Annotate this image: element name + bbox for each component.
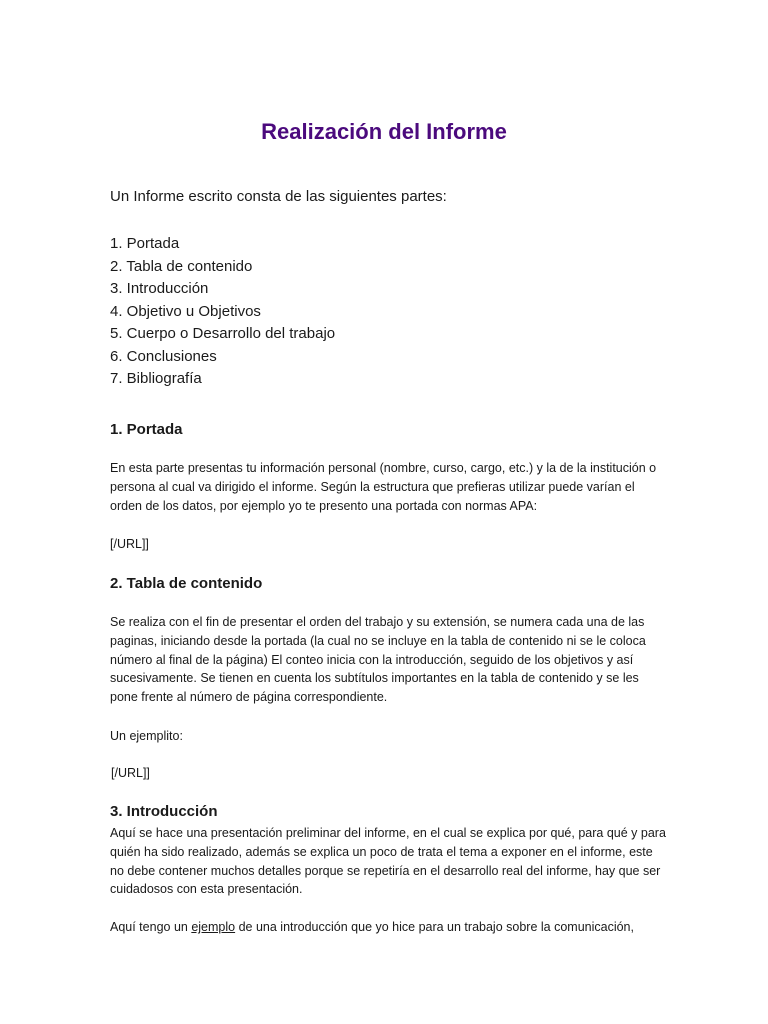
toc-item: 1. Portada bbox=[110, 235, 180, 252]
section-body-introduccion: Aquí se hace una presentación preliminar del informe, en el cual se explica por qué, para qué y para quién ha sido realizado, además se explica un poco de trata el tema a exponer en el informe, este no debe contener muchos detalles porque se repetiría en el desarrollo real del informe, hay que ser cuidadosos con esta presentación. bbox=[110, 826, 666, 897]
example-label: Un ejemplito: bbox=[110, 729, 183, 743]
section-body-tabla: Se realiza con el fin de presentar el orden del trabajo y su extensión, se numera cada una de las paginas, iniciando desde la portada (la cual no se incluye en la tabla de contenido ni se le coloca número al final de la página) El conteo inicia con la introducción, seguido de los objetivos y así sucesivamente. Se tienen en cuenta los subtítulos importantes en la tabla de contenido y se les pone frente al número de página correspondiente. bbox=[110, 615, 646, 705]
example-intro-text: Aquí tengo un bbox=[110, 920, 192, 934]
page-title: Realización del Informe bbox=[261, 119, 507, 144]
example-intro-line bbox=[110, 918, 666, 937]
url-placeholder: [/URL]] bbox=[111, 766, 150, 780]
toc-item: 3. Introducción bbox=[110, 280, 209, 297]
toc-item: 5. Cuerpo o Desarrollo del trabajo bbox=[110, 325, 336, 342]
example-link[interactable]: ejemplo bbox=[191, 920, 236, 934]
url-placeholder: [/URL]] bbox=[110, 537, 149, 551]
example-intro-text-continued: de una introducción que yo hice para un trabajo sobre la comunicación, bbox=[235, 920, 634, 934]
section-heading-introduccion: 3. Introducción bbox=[110, 803, 218, 820]
toc-item: 4. Objetivo u Objetivos bbox=[110, 302, 261, 320]
toc-item: 7. Bibliografía bbox=[110, 370, 202, 387]
section-body-portada: En esta parte presentas tu información personal (nombre, curso, cargo, etc.) y la de la institución o persona al cual va dirigido el informe. Según la estructura que prefieras utilizar puede varían el orden de los datos, por ejemplo yo te presento una portada con normas APA: bbox=[110, 461, 657, 513]
toc-item: 6. Conclusiones bbox=[110, 347, 217, 365]
section-heading-portada: 1. Portada bbox=[110, 421, 183, 438]
toc-item: 2. Tabla de contenido bbox=[110, 257, 253, 275]
table-of-contents-list bbox=[110, 233, 335, 391]
intro-paragraph: Un Informe escrito consta de las siguientes partes: bbox=[110, 188, 447, 205]
section-heading-tabla: 2. Tabla de contenido bbox=[110, 575, 263, 592]
